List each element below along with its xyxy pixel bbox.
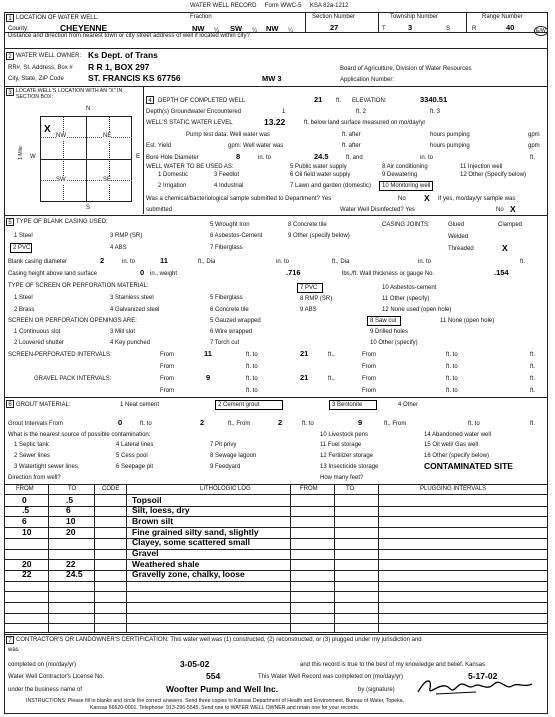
section-number-label: Section Number	[312, 14, 356, 20]
use-option-selected: 10 Monitoring well	[382, 183, 431, 189]
from-label: From	[160, 352, 174, 358]
casing-height-value: 0	[140, 268, 145, 277]
opening-option: 4 Key punched	[110, 340, 151, 346]
casing-option: 7 Fiberglass	[210, 245, 243, 251]
screen-option: 11 Other (specify)	[382, 296, 430, 302]
screen-option: 8 RMP (SR)	[300, 296, 333, 302]
static-level-value: 13.22	[264, 117, 286, 127]
instructions-line-2: Kansas 66620-0001. Telephone: 913-296-5545. Send one to WATER WELL OWNER and retain one for your records.	[90, 705, 360, 711]
township-s: S	[446, 26, 451, 32]
compass-s: S	[86, 205, 91, 211]
business-name: Woofter Pump and Well Inc.	[166, 684, 279, 694]
fraction-nw: NW	[192, 24, 205, 33]
casing-option: 5 Wrought Iron	[210, 222, 250, 228]
from-label: From	[160, 388, 174, 394]
bore-depth: 24.5	[314, 152, 329, 161]
record-completed-label: This Water Well Record was completed on (mo/day/yr)	[258, 674, 404, 680]
owner-city: ST. FRANCIS KS 67756	[88, 73, 181, 83]
record-date: 5-17-02	[468, 671, 498, 681]
disinfected-x: X	[510, 204, 516, 214]
compass-w: W	[30, 154, 36, 160]
col-to-2: TO	[346, 486, 355, 492]
casing-height-label: Casing height above land surface	[8, 271, 98, 277]
log-description: Silt, loess, dry	[132, 505, 190, 516]
direction-label: Direction from well?	[8, 475, 61, 481]
owner-label: WATER WELL OWNER:	[16, 53, 82, 59]
range-label: Range Number	[482, 14, 523, 20]
grout-option-selected: 3 Bentonite	[332, 402, 363, 408]
casing-option: 9 Other (specify below)	[288, 233, 350, 239]
owner-name: Ks Dept. of Trans	[88, 50, 158, 60]
gravel-label: GRAVEL PACK INTERVALS:	[34, 376, 112, 382]
col-plugging: PLUGGING INTERVALS	[420, 486, 487, 492]
casing-option: 1 Steel	[14, 233, 33, 239]
row-line	[4, 623, 548, 624]
bore-label: Bore Hole Diameter	[146, 155, 199, 161]
township-t: T	[382, 26, 386, 32]
source-option: 11 Fuel storage	[320, 442, 362, 448]
township-label: Township Number	[390, 14, 439, 20]
source-option: 14 Abandoned water well	[424, 432, 492, 438]
log-to: 24.5	[66, 569, 83, 580]
log-description: Weathered shale	[132, 558, 200, 569]
quadrant-nw: NW	[56, 133, 66, 139]
license-label: Water Well Contractor's License No.	[8, 674, 105, 680]
form-number: Form WWC-5	[264, 3, 302, 9]
bore-in-to: in. to	[420, 155, 434, 161]
true-statement: and this record is true to the best of my knowledge and belief. Kansas	[300, 662, 486, 668]
grid-line	[109, 116, 110, 202]
quadrant-se: SE	[103, 177, 112, 183]
submitted-label: submitted	[146, 207, 173, 213]
screen-option: 1 Steel	[14, 295, 33, 301]
use-option: 4 Industrial	[214, 183, 244, 189]
divider	[4, 494, 548, 495]
log-from: 10	[22, 526, 32, 537]
disinfected-no: No	[496, 207, 504, 213]
section-1-number: 1	[6, 14, 14, 22]
quadrant-sw: SW	[56, 177, 66, 183]
perf-from-value: 11	[204, 349, 212, 358]
use-option: 5 Public water supply	[290, 164, 347, 170]
grout-from-1: 0	[118, 418, 123, 427]
col-from: FROM	[16, 486, 34, 492]
source-option: 4 Lateral lines	[116, 442, 154, 448]
county-label: County:	[8, 26, 29, 32]
opening-option: 11 None (open hole)	[440, 318, 495, 324]
casing-option-selected: 2 PVC	[13, 245, 31, 251]
static-level-tail: ft. below land surface measured on mo/day/yr	[304, 120, 426, 126]
row-line	[4, 538, 548, 539]
casing-joints-label: CASING JOINTS:	[382, 222, 430, 228]
depth-value: 21	[314, 95, 323, 104]
signature-label: by (signature)	[358, 687, 395, 693]
fraction-nw2: NW	[266, 24, 279, 33]
dia-label: ft., Dia	[332, 259, 350, 265]
static-level-label: WELL'S STATIC WATER LEVEL	[146, 120, 233, 126]
chem-no: No	[398, 196, 406, 202]
how-many-label: How many feet?	[320, 475, 364, 481]
use-option: 6 Oil field water supply	[290, 172, 351, 178]
perforated-label: SCREEN-PERFORATED INTERVALS:	[8, 352, 112, 358]
wall-value: .154	[494, 268, 509, 277]
divider	[4, 48, 548, 49]
use-option: 12 Other (Specify below)	[460, 172, 527, 178]
log-to: 22	[66, 558, 76, 569]
grout-label: GROUT MATERIAL:	[16, 402, 71, 408]
completed-date: 3-05-02	[180, 659, 210, 669]
location-x-mark: X	[44, 124, 51, 135]
to-label: ft. to	[446, 388, 458, 394]
compass-e: E	[136, 154, 141, 160]
gw-3: ft. 3	[430, 109, 441, 115]
from-label: From	[160, 376, 174, 382]
fraction-label: Fraction	[190, 14, 212, 20]
to-label: ft. to	[246, 352, 258, 358]
use-option: 8 Air conditioning	[382, 164, 428, 170]
grout-intervals-label: Grout Intervals From	[8, 421, 64, 427]
opening-option: 6 Wire wrapped	[210, 329, 253, 335]
chem-label: Was a chemical/bacteriological sample submitted to Department? Yes	[146, 196, 332, 202]
casing-label: TYPE OF BLANK CASING USED:	[16, 219, 108, 225]
divider	[4, 86, 548, 87]
row-line	[4, 559, 548, 560]
bore-ft: ft.	[530, 155, 536, 161]
range-ew-circle: E/W	[536, 28, 546, 34]
section-2-number: 2	[6, 52, 14, 60]
county-value: CHEYENNE	[60, 23, 108, 33]
yield-hours: hours pumping	[430, 143, 470, 149]
opening-option: 2 Louvered shutter	[14, 340, 65, 346]
col-from-2: FROM	[300, 486, 318, 492]
divider	[4, 215, 548, 216]
pump-after: ft. after	[342, 132, 361, 138]
log-description: Fine grained silty sand, slightly	[132, 526, 259, 537]
use-option: 9 Dewatering	[382, 172, 418, 178]
owner-address: R R 1, BOX 297	[88, 62, 150, 72]
screen-option: 9 ABS	[300, 307, 317, 313]
board-label: Board of Agriculture, Division of Water Resources	[340, 66, 472, 72]
gravel-to-value: 21	[300, 373, 309, 382]
threaded-x: X	[502, 243, 508, 253]
elevation-value: 3340.51	[420, 95, 448, 104]
signature-image	[416, 671, 536, 698]
log-from: 22	[22, 569, 32, 580]
log-description: Brown silt	[132, 515, 174, 526]
screen-option: 2 Brass	[14, 307, 35, 313]
quadrant-ne: NE	[103, 133, 112, 139]
yield-gpm: gpm	[528, 143, 540, 149]
source-option: 1 Septic tank	[14, 442, 49, 448]
grout-option: 1 Neat cement	[120, 402, 160, 408]
blank-to-value: 11	[160, 256, 168, 265]
opening-option: 1 Continuous slot	[14, 329, 61, 335]
grid-line	[86, 116, 87, 202]
mile-label: 1 Mile	[17, 146, 24, 160]
was-text: was	[8, 647, 19, 653]
grout-option-selected: 2 Cement grout	[218, 402, 260, 408]
bore-to: in. to	[258, 155, 272, 161]
unit-ft: ft.	[336, 98, 342, 104]
section-4-number: 4	[146, 96, 154, 104]
to-label: ft. to	[446, 352, 458, 358]
business-label: under the business name of	[8, 687, 83, 693]
location-label: LOCATION OF WATER WELL:	[16, 15, 99, 21]
use-option: 7 Lawn and garden (domestic)	[290, 183, 372, 189]
bore-diameter: 8	[236, 152, 241, 161]
chem-tail: If yes, mo/day/yr sample was	[438, 196, 516, 202]
log-to: 10	[66, 515, 76, 526]
divider	[466, 12, 467, 32]
from-label: From	[362, 388, 376, 394]
log-description: Topsoil	[132, 494, 162, 505]
to-label: ft. to	[246, 388, 258, 394]
opening-option: 10 Other (specify)	[370, 340, 418, 346]
weight-value: .716	[286, 268, 301, 277]
screen-option: 5 Fiberglass	[210, 295, 243, 301]
opening-option-selected: 8 Saw cut	[370, 318, 397, 324]
screen-option: 3 Stainless steel	[110, 295, 154, 301]
row-line	[4, 591, 548, 592]
source-option: 13 Insecticide storage	[320, 464, 379, 470]
use-option: 2 Irrigation	[158, 183, 187, 189]
divider	[4, 484, 548, 485]
license-number: 554	[206, 671, 221, 681]
grout-to-1: 2	[200, 418, 205, 427]
to-label: ft. to	[246, 364, 258, 370]
log-from: 0	[22, 494, 27, 505]
gpm: gpm	[528, 132, 540, 138]
form-header	[190, 3, 349, 10]
log-from: 20	[22, 558, 32, 569]
grid-line	[63, 116, 64, 202]
section-3-number: 3	[6, 88, 14, 96]
row-line	[4, 570, 548, 571]
source-option: 12 Fertilizer storage	[320, 453, 374, 459]
depth-label: DEPTH OF COMPLETED WELL	[158, 98, 246, 104]
contaminated-site: CONTAMINATED SITE	[424, 461, 513, 471]
completed-label: completed on (mo/day/yr)	[8, 662, 77, 668]
source-option: 3 Watertight sewer lines	[14, 464, 78, 470]
openings-label: SCREEN OR PERFORATION OPENINGS ARE:	[8, 318, 137, 324]
section-number-value: 27	[330, 23, 339, 32]
divider	[378, 12, 379, 32]
screen-option: 6 Concrete tile	[210, 307, 249, 313]
quarter-mark: ¼	[288, 28, 294, 34]
source-option: 10 Livestock pens	[320, 432, 369, 438]
bore-and: ft. and	[346, 155, 363, 161]
divider	[305, 12, 306, 32]
gw-1: 1	[282, 109, 286, 115]
grout-to-2: 9	[358, 418, 363, 427]
row-line	[4, 527, 548, 528]
yield-label: Est. Yield	[146, 143, 172, 149]
grout-from-2: 2	[278, 418, 283, 427]
use-label: WELL WATER TO BE USED AS:	[146, 164, 234, 170]
gravel-from-value: 9	[206, 373, 211, 382]
log-description: Gravel	[132, 548, 159, 558]
screen-option: 10 Asbestos-cement	[382, 285, 437, 291]
joint-threaded: Threaded	[448, 246, 474, 252]
divider	[4, 632, 548, 633]
screen-option: 12 None used (open hole)	[382, 307, 452, 313]
fraction-sw: SW	[230, 24, 243, 33]
opening-option: 7 Torch cut	[210, 340, 240, 346]
use-option: 11 Injection well	[460, 164, 503, 170]
source-option: 15 Oil well/ Gas well	[424, 442, 479, 448]
blank-diameter-label: Blank casing diameter	[8, 259, 68, 265]
col-code: CODE	[102, 486, 120, 492]
township-value: 3	[408, 23, 413, 32]
section-7-number: 7	[6, 636, 14, 644]
hours-pumping: hours pumping	[430, 132, 470, 138]
application-label: Application Number:	[340, 77, 395, 83]
instructions-line-1: INSTRUCTIONS: Please fill in blanks and circle the correct answers. Send three copies to Kansas Department of Health and Environment, Bureau of Water, Topeka,	[26, 698, 405, 704]
opening-option: 5 Gauzed wrapped	[210, 318, 261, 324]
source-option: 8 Sewage lagoon	[210, 453, 257, 459]
log-to: .5	[66, 494, 74, 505]
to-label: ft. to	[246, 376, 258, 382]
quarter-mark: ¼	[214, 28, 220, 34]
opening-option: 9 Drilled holes	[370, 329, 409, 335]
contamination-label: What is the nearest source of possible contamination:	[8, 432, 151, 438]
col-to: TO	[68, 486, 77, 492]
screen-option-selected: 7 PVC	[300, 285, 318, 291]
from-label: From	[362, 364, 376, 370]
range-r: R	[472, 26, 477, 32]
locate-label: LOCATE WELL'S LOCATION WITH AN "X" IN SECTION BOX:	[16, 88, 123, 100]
chem-x: X	[424, 193, 430, 203]
divider	[143, 86, 144, 214]
row-line	[4, 549, 548, 550]
joint-clamped: Clamped	[498, 222, 523, 228]
yield-after: ft. after	[342, 143, 361, 149]
pump-test-label: Pump test data: Well water was	[186, 132, 270, 138]
opening-option: 3 Mill slot	[110, 329, 136, 335]
quarter-mark: ¼	[252, 28, 258, 34]
mw-label: MW 3	[262, 74, 282, 83]
row-line	[4, 602, 548, 603]
range-value: 40	[506, 23, 515, 32]
source-option: 9 Feedyard	[210, 464, 241, 470]
screen-option: 4 Galvanized steel	[110, 307, 160, 313]
address-label: RR#, St. Address, Box #	[8, 65, 73, 71]
ksa-number: KSA 82a-1212	[309, 3, 349, 9]
to-label: ft. to	[446, 364, 458, 370]
section-6-number: 6	[6, 400, 14, 408]
gw-2: ft. 2	[356, 109, 367, 115]
section-5-number: 5	[6, 218, 14, 226]
row-line	[4, 634, 548, 635]
weight-label: in., weight	[150, 271, 178, 277]
row-line	[4, 613, 548, 614]
joint-glued: Glued	[448, 222, 465, 228]
col-lithologic: LITHOLOGIC LOG	[200, 486, 251, 492]
log-to: 6	[66, 505, 71, 516]
elevation-label: ELEVATION:	[352, 98, 387, 104]
log-to: 20	[66, 526, 76, 537]
source-option: 5 Cess pool	[116, 453, 148, 459]
distance-label: Distance and direction from nearest town or city street address of well if located within city?	[8, 33, 250, 39]
use-option: 3 Feedlot	[214, 172, 240, 178]
perf-to-value: 21	[300, 349, 309, 358]
casing-option: 4 ABS	[110, 245, 127, 251]
row-line	[4, 516, 548, 517]
log-from: 6	[22, 515, 27, 526]
from-label: From	[362, 352, 376, 358]
casing-option: 6 Asbestos-Cement	[210, 233, 263, 239]
source-option: 16 Other (specify below)	[424, 453, 490, 459]
compass-n: N	[86, 106, 91, 112]
certification-text: CONTRACTOR'S OR LANDOWNER'S CERTIFICATION: This water well was (1) constructed, (2) reconstructed, or (3) plugged under my jurisdiction and	[16, 637, 422, 643]
groundwater-label: Depth(s) Groundwater Encountered	[146, 109, 242, 115]
to-label: ft. to	[446, 376, 458, 382]
row-line	[4, 581, 548, 582]
use-option: 1 Domestic	[158, 172, 189, 178]
wall-label: lbs./ft. Wall thickness or gauge No.	[342, 271, 435, 277]
log-description: Gravelly zone, chalky, loose	[132, 569, 245, 580]
blank-diameter-value: 2	[100, 256, 105, 265]
casing-option: 3 RMP (SR)	[110, 233, 143, 239]
divider	[4, 397, 548, 398]
yield-mid: gpm: Well water was	[228, 143, 284, 149]
casing-option: 8 Concrete tile	[288, 222, 327, 228]
source-option: 6 Seepage pit	[116, 464, 154, 470]
from-label: From	[362, 376, 376, 382]
source-option: 7 Pit privy	[210, 442, 237, 448]
dia-label: ft., Dia	[198, 259, 216, 265]
form-title: WATER WELL RECORD	[190, 3, 257, 9]
joint-welded: Welded	[448, 234, 469, 240]
row-line	[4, 506, 548, 507]
disinfected-label: Water Well Disinfected? Yes	[340, 207, 416, 213]
grout-option: 4 Other	[398, 402, 419, 408]
screen-label: TYPE OF SCREEN OR PERFORATION MATERIAL:	[8, 283, 149, 289]
city-label: City, State, ZIP Code	[8, 76, 64, 82]
log-description: Clayey, some scattered small	[132, 537, 250, 548]
from-label: From	[160, 364, 174, 370]
log-from: .5	[22, 505, 30, 516]
source-option: 2 Sewer lines	[14, 453, 51, 459]
